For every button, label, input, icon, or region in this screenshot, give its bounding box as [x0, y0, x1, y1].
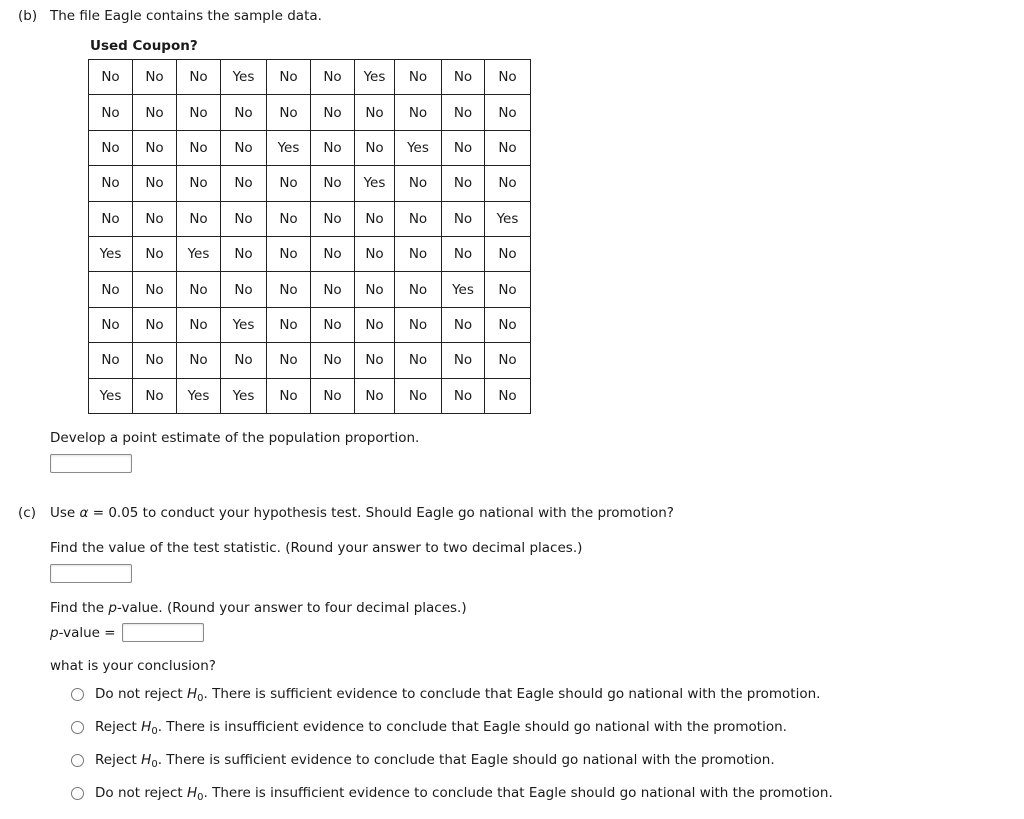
table-cell: No	[133, 130, 177, 165]
pvalue-prompt-suffix: -value. (Round your answer to four decimal places.)	[116, 600, 467, 616]
table-cell: No	[133, 343, 177, 378]
table-cell: No	[267, 378, 311, 413]
table-cell: No	[485, 307, 531, 342]
table-cell: No	[133, 378, 177, 413]
option-suffix: . There is sufficient evidence to conclude that Eagle should go national with the promotion.	[157, 752, 775, 768]
hypothesis-letter: H	[186, 686, 198, 702]
table-cell: No	[311, 378, 355, 413]
table-cell: No	[177, 343, 221, 378]
question-suffix: = 0.05 to conduct your hypothesis test. Should Eagle go national with the promotion?	[88, 505, 674, 521]
table-row	[89, 95, 531, 130]
table-cell: No	[177, 307, 221, 342]
table-cell: No	[267, 272, 311, 307]
pvalue-prompt	[50, 600, 467, 616]
table-cell: No	[133, 307, 177, 342]
table-cell: Yes	[221, 378, 267, 413]
table-cell: No	[355, 95, 395, 130]
table-cell: No	[267, 307, 311, 342]
table-cell: Yes	[355, 60, 395, 95]
table-cell: No	[355, 343, 395, 378]
option-suffix: . There is insufficient evidence to conclude that Eagle should go national with the promotion.	[203, 785, 833, 801]
table-cell: No	[395, 95, 442, 130]
table-cell: Yes	[177, 236, 221, 271]
table-cell: No	[177, 272, 221, 307]
table-row	[89, 307, 531, 342]
table-cell: No	[221, 95, 267, 130]
table-cell: No	[395, 307, 442, 342]
table-cell: No	[442, 378, 485, 413]
test-statistic-input[interactable]	[50, 564, 132, 583]
table-cell: No	[485, 166, 531, 201]
part-c-label: (c)	[18, 505, 36, 521]
table-cell: No	[177, 166, 221, 201]
coupon-data-table	[88, 59, 531, 414]
table-title: Used Coupon?	[90, 38, 198, 54]
table-cell: No	[355, 130, 395, 165]
table-cell: No	[89, 343, 133, 378]
point-estimate-question: Develop a point estimate of the population proportion.	[50, 430, 420, 446]
table-cell: No	[133, 95, 177, 130]
hypothesis-letter: H	[186, 785, 198, 801]
table-row	[89, 343, 531, 378]
table-cell: Yes	[89, 378, 133, 413]
conclusion-option[interactable]	[71, 718, 787, 736]
table-row	[89, 236, 531, 271]
conclusion-option[interactable]	[71, 784, 833, 802]
table-cell: No	[89, 307, 133, 342]
table-cell: No	[395, 378, 442, 413]
table-cell: No	[89, 130, 133, 165]
conclusion-prompt: what is your conclusion?	[50, 658, 216, 674]
table-cell: No	[133, 60, 177, 95]
table-cell: Yes	[442, 272, 485, 307]
hypothesis-subscript: 0	[197, 693, 204, 704]
table-cell: Yes	[89, 236, 133, 271]
table-cell: No	[221, 236, 267, 271]
table-cell: No	[395, 236, 442, 271]
pvalue-prompt-prefix: Find the	[50, 600, 109, 616]
table-cell: No	[267, 236, 311, 271]
table-cell: No	[485, 60, 531, 95]
radio-button[interactable]	[71, 787, 84, 800]
table-cell: No	[267, 166, 311, 201]
table-cell: No	[395, 272, 442, 307]
table-cell: No	[267, 343, 311, 378]
conclusion-option[interactable]	[71, 685, 820, 703]
table-cell: No	[267, 95, 311, 130]
radio-button[interactable]	[71, 688, 84, 701]
table-row	[89, 60, 531, 95]
option-text	[95, 752, 775, 768]
table-row	[89, 130, 531, 165]
table-row	[89, 166, 531, 201]
table-cell: No	[89, 272, 133, 307]
table-cell: No	[442, 307, 485, 342]
option-prefix: Reject	[95, 752, 142, 768]
table-cell: No	[133, 272, 177, 307]
table-cell: No	[267, 60, 311, 95]
table-row	[89, 378, 531, 413]
table-cell: No	[485, 343, 531, 378]
table-cell: No	[89, 60, 133, 95]
table-cell: No	[311, 272, 355, 307]
table-cell: No	[355, 272, 395, 307]
part-c-question	[50, 505, 674, 521]
table-cell: No	[133, 201, 177, 236]
pvalue-label	[50, 625, 116, 641]
part-b-label: (b)	[18, 8, 38, 24]
table-cell: No	[221, 130, 267, 165]
table-cell: Yes	[485, 201, 531, 236]
table-cell: No	[89, 95, 133, 130]
table-cell: No	[311, 60, 355, 95]
table-cell: No	[267, 201, 311, 236]
pvalue-prompt-p: p	[108, 600, 117, 616]
option-prefix: Reject	[95, 719, 142, 735]
table-cell: Yes	[267, 130, 311, 165]
option-text	[95, 719, 787, 735]
question-prefix: Use	[50, 505, 80, 521]
table-cell: No	[395, 60, 442, 95]
hypothesis-subscript: 0	[151, 726, 158, 737]
table-cell: No	[355, 236, 395, 271]
table-cell: No	[221, 201, 267, 236]
table-cell: Yes	[177, 378, 221, 413]
test-statistic-prompt: Find the value of the test statistic. (Round your answer to two decimal places.)	[50, 540, 583, 556]
pvalue-label-suffix: -value =	[58, 625, 116, 641]
table-cell: No	[311, 166, 355, 201]
table-cell: No	[221, 166, 267, 201]
option-prefix: Do not reject	[95, 686, 187, 702]
conclusion-option[interactable]	[71, 751, 775, 769]
table-cell: No	[485, 95, 531, 130]
hypothesis-subscript: 0	[151, 759, 158, 770]
table-cell: Yes	[221, 307, 267, 342]
table-cell: No	[442, 166, 485, 201]
hypothesis-letter: H	[141, 752, 152, 768]
radio-button[interactable]	[71, 754, 84, 767]
pvalue-label-p: p	[50, 625, 59, 641]
table-cell: No	[442, 60, 485, 95]
table-cell: No	[442, 95, 485, 130]
option-suffix: . There is sufficient evidence to conclude that Eagle should go national with the promotion.	[203, 686, 821, 702]
table-cell: No	[177, 201, 221, 236]
table-cell: No	[89, 166, 133, 201]
table-cell: No	[485, 130, 531, 165]
table-cell: No	[485, 272, 531, 307]
table-cell: No	[442, 201, 485, 236]
table-cell: No	[133, 166, 177, 201]
table-cell: No	[177, 60, 221, 95]
table-cell: No	[485, 236, 531, 271]
table-cell: No	[89, 201, 133, 236]
table-cell: No	[355, 378, 395, 413]
option-suffix: . There is insufficient evidence to conclude that Eagle should go national with the promotion.	[157, 719, 787, 735]
table-cell: No	[442, 343, 485, 378]
pvalue-input[interactable]	[122, 623, 204, 642]
table-cell: No	[177, 95, 221, 130]
table-cell: No	[395, 166, 442, 201]
table-cell: Yes	[395, 130, 442, 165]
table-cell: No	[311, 95, 355, 130]
table-cell: No	[395, 343, 442, 378]
option-text	[95, 785, 833, 801]
table-cell: No	[221, 343, 267, 378]
table-cell: No	[177, 130, 221, 165]
table-cell: No	[311, 130, 355, 165]
table-row	[89, 272, 531, 307]
part-b-intro: The file Eagle contains the sample data.	[50, 8, 322, 24]
table-cell: No	[311, 236, 355, 271]
table-cell: Yes	[355, 166, 395, 201]
table-cell: No	[355, 307, 395, 342]
alpha-symbol: α	[79, 505, 89, 521]
hypothesis-letter: H	[141, 719, 152, 735]
table-cell: No	[133, 236, 177, 271]
table-cell: No	[442, 130, 485, 165]
table-cell: Yes	[221, 60, 267, 95]
point-estimate-input[interactable]	[50, 454, 132, 473]
option-text	[95, 686, 820, 702]
table-cell: No	[442, 236, 485, 271]
radio-button[interactable]	[71, 721, 84, 734]
table-cell: No	[395, 201, 442, 236]
table-cell: No	[311, 307, 355, 342]
hypothesis-subscript: 0	[197, 792, 204, 803]
table-cell: No	[311, 343, 355, 378]
option-prefix: Do not reject	[95, 785, 187, 801]
table-cell: No	[221, 272, 267, 307]
table-cell: No	[355, 201, 395, 236]
table-cell: No	[485, 378, 531, 413]
table-row	[89, 201, 531, 236]
table-cell: No	[311, 201, 355, 236]
